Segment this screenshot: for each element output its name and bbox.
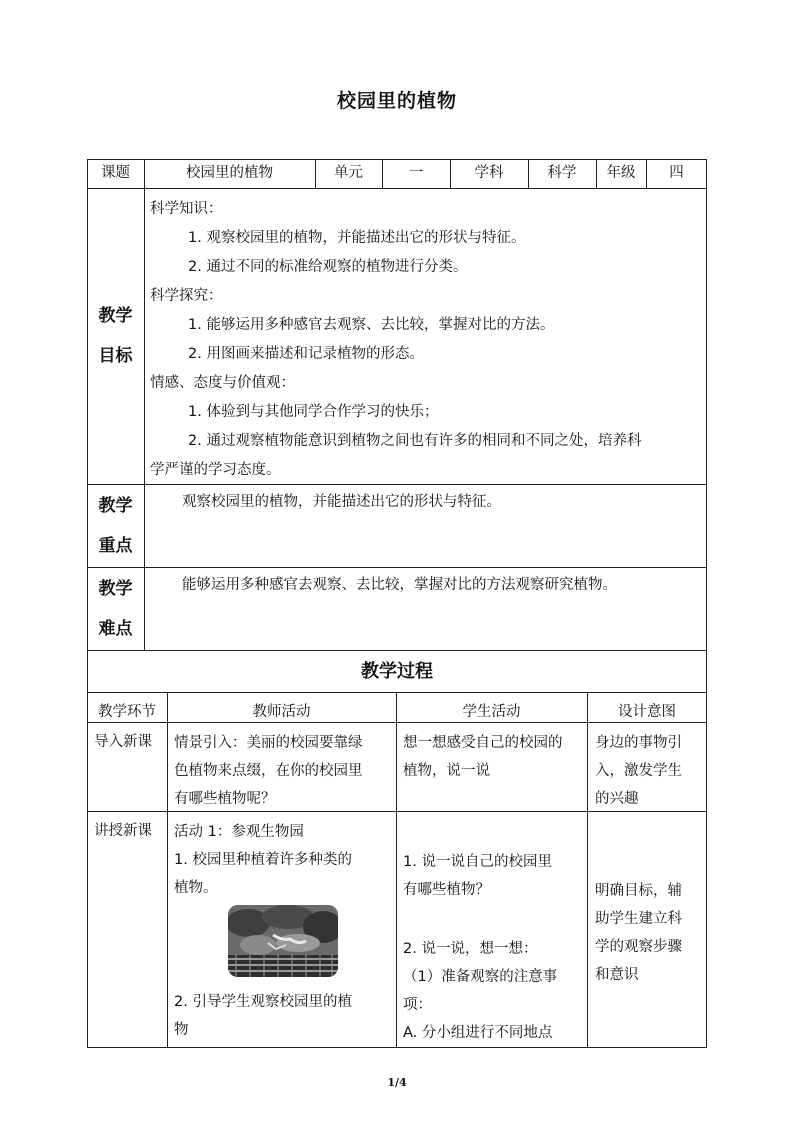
objective-line: 情感、态度与价值观： [150,375,295,391]
difficulties-text: 能够运用多种感官去观察、去比较，掌握对比的方法观察研究植物。 [182,577,617,593]
page-number: 1/4 [387,1076,407,1089]
objective-line: 科学探究： [150,288,223,304]
objective-line: 1. 体验到与其他同学合作学习的快乐； [188,404,439,420]
difficulties-label: 教学 难点 [98,579,133,639]
col-stage-header: 教学环节 [98,704,156,720]
teacher-new-lesson-bottom: 2. 引导学生观察校园里的植 物 [174,994,352,1038]
objective-line: 1. 能够运用多种感官去观察、去比较，掌握对比的方法。 [188,317,555,333]
document-title: 校园里的植物 [336,90,457,112]
grade-label: 年级 [606,165,636,181]
garden-photo [228,905,338,977]
objective-line: 1. 观察校园里的植物，并能描述出它的形状与特征。 [188,230,526,246]
objectives-label: 教学 目标 [98,306,133,366]
unit-value: 一 [408,165,424,181]
col-intent-header: 设计意图 [618,704,676,720]
objective-line: 2. 通过观察植物能意识到植物之间也有许多的相同和不同之处，培养科 [188,433,642,449]
topic-value: 校园里的植物 [186,165,273,181]
unit-label: 单元 [334,165,363,181]
teacher-intro: 情景引入：美丽的校园要靠绿 色植物来点缀，在你的校园里 有哪些植物呢？ [174,735,363,807]
objective-line: 2. 通过不同的标准给观察的植物进行分类。 [188,259,468,275]
intent-intro: 身边的事物引 入，激发学生 的兴趣 [595,735,682,807]
topic-label: 课题 [101,165,130,181]
objective-line: 学严谨的学习态度。 [150,462,281,478]
col-student-header: 学生活动 [462,704,521,720]
objective-line: 科学知识： [150,201,223,217]
grade-value: 四 [669,165,684,181]
objectives-content [150,195,702,485]
student-intro: 想一想感受自己的校园的 植物，说一说 [403,735,563,779]
student-new-lesson-a: 1. 说一说自己的校园里 有哪些植物？ [403,854,552,898]
student-new-lesson-b: 2. 说一说，想一想： （1）准备观察的注意事 项： A. 分小组进行不同地点 [403,941,558,1041]
intent-new-lesson: 明确目标，辅 助学生建立科 学的观察步骤 和意识 [595,883,682,983]
objective-line: 2. 用图画来描述和记录植物的形态。 [188,346,424,362]
stage-new-lesson: 讲授新课 [94,823,152,839]
teacher-new-lesson-top: 活动 1：参观生物园 1. 校园里种植着许多种类的 植物。 [174,824,352,896]
process-title: 教学过程 [361,661,433,682]
col-teacher-header: 教师活动 [252,704,311,720]
key-points-text: 观察校园里的植物，并能描述出它的形状与特征。 [182,494,501,510]
stage-intro: 导入新课 [94,734,152,750]
subject-value: 科学 [547,165,577,181]
key-points-label: 教学 重点 [98,496,133,556]
subject-label: 学科 [474,165,504,181]
